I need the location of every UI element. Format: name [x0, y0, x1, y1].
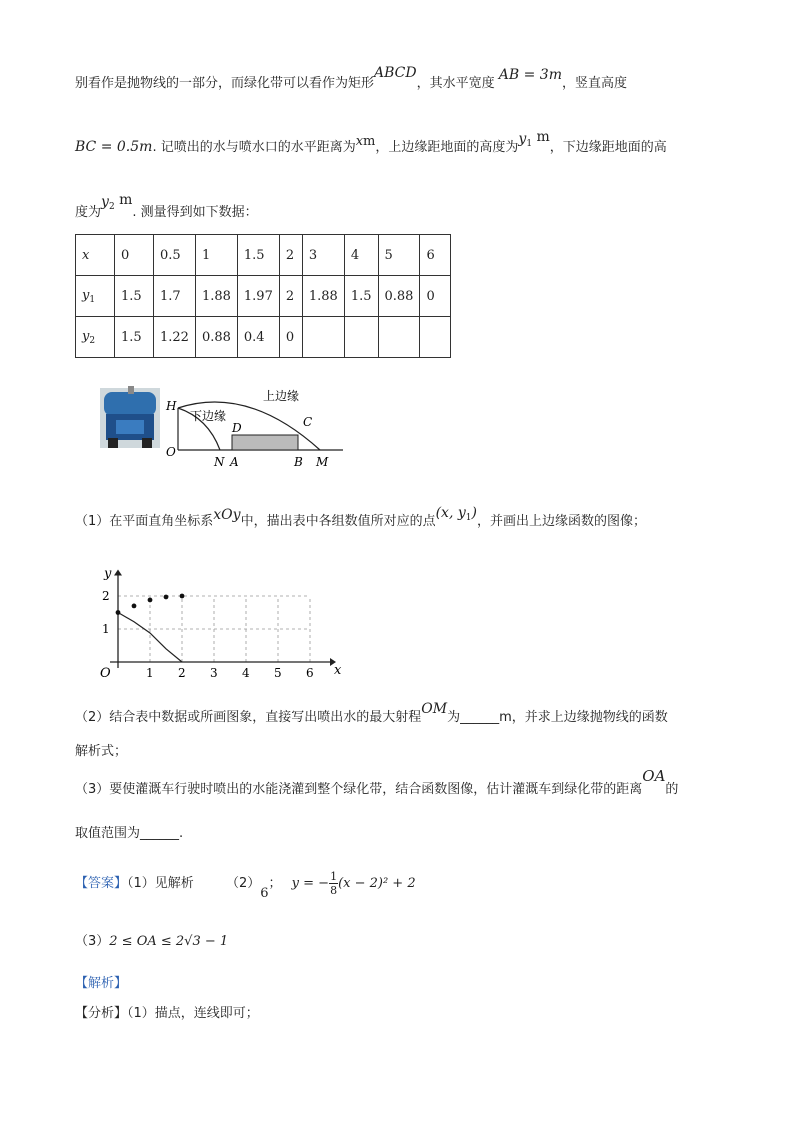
separator: ； [268, 876, 282, 891]
answer-tag: 【答案】 [75, 876, 128, 891]
table-cell: 2 [279, 276, 302, 317]
subscript: 2 [89, 335, 96, 346]
table-cell: 0.4 [237, 317, 279, 358]
truck-diagram [98, 380, 358, 470]
origin-label: O [100, 666, 111, 681]
point-c-label: C [303, 415, 313, 429]
table-cell: 1.22 [154, 317, 196, 358]
intro-line-3 [75, 192, 258, 222]
answer-line [75, 870, 416, 901]
point-a-label: A [230, 455, 239, 469]
y2-var: y [101, 194, 109, 210]
data-table [75, 234, 451, 358]
point-h-label: H [166, 399, 177, 413]
fenxi-tag: 【分析】 [75, 1006, 128, 1021]
q3-text: （3）要使灌溉车行驶时喷出的水能浇灌到整个绿化带，结合函数图像，估计灌溉车到绿化带的距离 [75, 782, 643, 797]
intro-line-2 [75, 129, 667, 157]
row-label [76, 317, 115, 358]
table-cell: 1.5 [344, 276, 378, 317]
table-row [76, 235, 451, 276]
green-belt-rect [232, 435, 298, 450]
unit: m [532, 129, 550, 145]
point-m-label: M [316, 455, 329, 469]
oa-label: OA [642, 767, 666, 785]
table-cell: 2 [279, 235, 302, 276]
q3-text-cont: 取值范围为______. [75, 826, 184, 841]
intro-text: ，上边缘距地面的高度为 [375, 140, 519, 155]
coord-system: xOy [213, 507, 241, 523]
x-axis-label: x [334, 663, 342, 678]
coordinate-chart [90, 565, 340, 680]
row-label: x [76, 235, 115, 276]
intro-text: ，竖直高度 [562, 76, 628, 91]
answer-part-1: （1）见解析 [127, 876, 194, 891]
intro-text: ，下边缘距地面的高 [549, 140, 667, 155]
point-notation: (x, y [435, 505, 466, 521]
intro-text: ，其水平宽度 [416, 76, 495, 91]
x-tick-label: 6 [306, 666, 314, 680]
table-cell: 1.88 [195, 276, 237, 317]
answer-part-2: （2） [225, 876, 261, 891]
upper-edge-label: 上边缘 [263, 389, 300, 403]
y-tick-label: 2 [102, 589, 110, 603]
table-cell [344, 317, 378, 358]
table-cell: 6 [420, 235, 451, 276]
y-tick-label: 1 [102, 622, 110, 636]
question-1 [75, 505, 646, 531]
answer-inequality: 2 ≤ OA ≤ 2√3 − 1 [109, 934, 229, 949]
y1-var: y [518, 131, 527, 147]
point-notation: ) [471, 505, 477, 521]
unit: m [114, 192, 133, 208]
fenxi-text: （1）描点，连线即可； [127, 1006, 259, 1021]
question-2 [75, 701, 668, 725]
table-cell [378, 317, 420, 358]
x-var: x [355, 134, 364, 149]
answer-line-3 [75, 930, 228, 949]
data-point [164, 595, 169, 600]
table-cell: 0.5 [154, 235, 196, 276]
q2-text: （2）结合表中数据或所画图象，直接写出喷出水的最大射程 [75, 710, 422, 725]
point-n-label: N [214, 455, 225, 469]
analysis-line [75, 1002, 259, 1021]
subscript: 1 [526, 139, 533, 149]
om-label: OM [421, 701, 448, 717]
table-cell: 1.5 [115, 317, 154, 358]
q1-text: （1）在平面直角坐标系 [75, 514, 214, 529]
q1-text: ，并画出上边缘函数的图像； [476, 514, 646, 529]
x-tick-label: 1 [146, 666, 154, 680]
table-cell: 1.5 [237, 235, 279, 276]
intro-text: . 记喷出的水与喷水口的水平距离为 [152, 140, 356, 155]
subscript: 2 [108, 202, 115, 212]
ab-formula: AB = 3m [498, 67, 562, 83]
data-point [116, 610, 121, 615]
table-cell: 0.88 [378, 276, 420, 317]
data-point [180, 594, 185, 599]
q2-text: 为______m，并求上边缘抛物线的函数 [447, 710, 668, 725]
x-tick-label: 3 [210, 666, 218, 680]
y-axis-arrow [114, 570, 122, 576]
bc-formula: BC = 0.5m [75, 139, 153, 155]
truck-image [100, 386, 160, 448]
lower-edge-label: 下边缘 [190, 409, 227, 423]
question-3 [75, 767, 679, 797]
table-cell: 3 [302, 235, 344, 276]
q2-text-cont: 解析式； [75, 744, 128, 759]
point-d-label: D [232, 421, 242, 435]
table-cell: 1.88 [302, 276, 344, 317]
subscript: 1 [89, 294, 96, 305]
table-cell: 1 [195, 235, 237, 276]
table-row [76, 276, 451, 317]
q1-text: 中，描出表中各组数值所对应的点 [240, 514, 436, 529]
data-point [132, 604, 137, 609]
point-o-label: O [166, 445, 176, 459]
intro-line-1 [75, 65, 628, 91]
subscript: 1 [465, 513, 472, 523]
table-cell [302, 317, 344, 358]
intro-text: . 测量得到如下数据： [132, 205, 258, 220]
answer-part-3: （3） [75, 934, 110, 949]
intro-text: 度为 [75, 205, 102, 220]
x-tick-label: 4 [242, 666, 250, 680]
x-tick-label: 5 [274, 666, 282, 680]
fraction-denominator: 8 [330, 884, 338, 897]
fraction-numerator: 1 [330, 870, 338, 883]
table-row [76, 317, 451, 358]
table-cell: 0 [420, 276, 451, 317]
chart-grid [118, 596, 310, 662]
unit: m [363, 134, 376, 149]
table-cell [420, 317, 451, 358]
answer-range-value: 6 [260, 886, 269, 901]
q3-text: 的 [665, 782, 679, 797]
intro-text: 别看作是抛物线的一部分，而绿化带可以看作为矩形 [75, 76, 375, 91]
data-point [148, 598, 153, 603]
equation-fraction [329, 870, 338, 897]
table-cell: 0 [279, 317, 302, 358]
analysis-tag: 【解析】 [75, 976, 128, 991]
table-cell: 1.7 [154, 276, 196, 317]
row-label [76, 276, 115, 317]
table-cell: 0 [115, 235, 154, 276]
row-label-var: y [82, 287, 90, 303]
y-axis-label: y [104, 566, 112, 582]
table-cell: 0.88 [195, 317, 237, 358]
table-cell: 4 [344, 235, 378, 276]
equation-rhs: (x − 2)² + 2 [338, 876, 416, 891]
equation-lhs: y = − [291, 876, 330, 891]
row-label-var: y [82, 328, 90, 344]
point-b-label: B [294, 455, 303, 469]
table-cell: 1.97 [237, 276, 279, 317]
rect-label: ABCD [374, 65, 417, 81]
x-tick-label: 2 [178, 666, 186, 680]
table-cell: 5 [378, 235, 420, 276]
table-cell: 1.5 [115, 276, 154, 317]
